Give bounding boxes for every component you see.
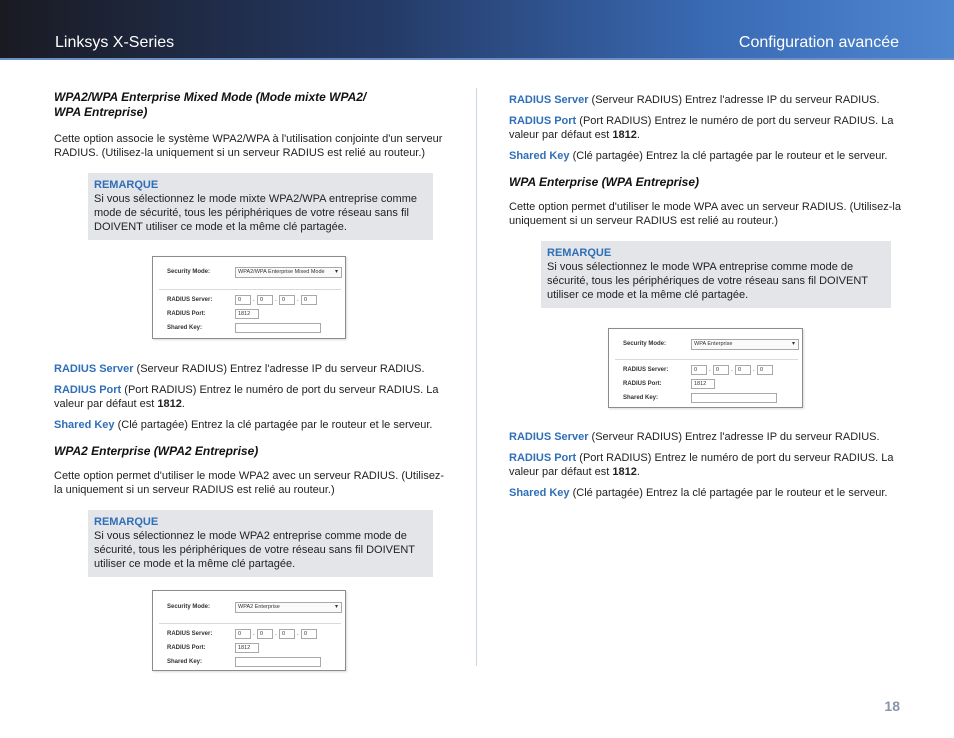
radius-port-input[interactable]: 1812: [235, 309, 259, 319]
wpa2-enterprise-heading: WPA2 Enterprise (WPA2 Entreprise): [54, 444, 259, 458]
radius-port-input[interactable]: 1812: [235, 643, 259, 653]
radius-port-label: RADIUS Port:: [167, 645, 206, 651]
wpa2-enterprise-text: Cette option permet d'utiliser le mode WPA2 avec un serveur RADIUS. (Utilisez-la uniquement si un serveur RADIUS est relié au routeur.): [54, 470, 445, 496]
mixed-mode-heading: WPA2/WPA Enterprise Mixed Mode (Mode mixte WPA2/ WPA Entreprise): [54, 90, 367, 119]
note-wpa2-enterprise: [88, 510, 433, 577]
note-text: Si vous sélectionnez le mode WPA2 entreprise comme mode de sécurité, tous les périphériques de votre réseau sans fil DOIVENT utiliser ce mode et la même clé partagée.: [94, 530, 415, 570]
header-divider: [0, 58, 954, 60]
note-wpa-enterprise: [541, 241, 891, 308]
radius-ip-octet-1[interactable]: 0: [235, 295, 251, 305]
radius-ip-octet-4[interactable]: 0: [301, 629, 317, 639]
page-number: 18: [884, 698, 900, 714]
radius-ip-octet-4[interactable]: 0: [301, 295, 317, 305]
radius-server-label: RADIUS Server:: [167, 631, 213, 637]
shared-key-input[interactable]: [691, 393, 777, 403]
page-header: [0, 0, 954, 58]
note-title: REMARQUE: [94, 516, 159, 528]
security-mode-select[interactable]: WPA2 Enterprise ▾: [235, 602, 342, 613]
security-mode-label: Security Mode:: [623, 341, 667, 347]
radius-ip-octet-1[interactable]: 0: [235, 629, 251, 639]
screenshot-wpa-enterprise: Security Mode: WPA Enterprise ▾ RADIUS Server: 0 . 0 . 0 . 0 RADIUS Port: 1812 Shared Key:: [608, 328, 803, 408]
shared-key-desc: Shared Key (Clé partagée) Entrez la clé partagée par le routeur et le serveur.: [509, 487, 888, 499]
right-column: [509, 93, 901, 308]
security-mode-select[interactable]: WPA2/WPA Enterprise Mixed Mode ▾: [235, 267, 342, 278]
shared-key-label: Shared Key:: [167, 659, 203, 665]
shared-key-input[interactable]: [235, 323, 321, 333]
radius-port-input[interactable]: 1812: [691, 379, 715, 389]
shared-key-input[interactable]: [235, 657, 321, 667]
security-mode-select[interactable]: WPA Enterprise ▾: [691, 339, 799, 350]
radius-port-desc: RADIUS Port (Port RADIUS) Entrez le numéro de port du serveur RADIUS. La valeur par défaut est 1812.: [509, 452, 894, 478]
security-mode-label: Security Mode:: [167, 269, 211, 275]
shared-key-desc: Shared Key (Clé partagée) Entrez la clé partagée par le routeur et le serveur.: [54, 419, 433, 431]
radius-server-label: RADIUS Server:: [167, 297, 213, 303]
radius-ip-octet-3[interactable]: 0: [735, 365, 751, 375]
wpa-enterprise-heading: WPA Enterprise (WPA Entreprise): [509, 175, 700, 189]
separator: [159, 623, 341, 624]
mixed-mode-text: Cette option associe le système WPA2/WPA à l'utilisation conjointe d'un serveur RADIUS. (Utilisez-la uniquement si un serveur RADIUS est relié au routeur.): [54, 133, 443, 159]
radius-ip-octet-3[interactable]: 0: [279, 629, 295, 639]
radius-ip-octet-2[interactable]: 0: [713, 365, 729, 375]
radius-ip-octet-2[interactable]: 0: [257, 629, 273, 639]
right-column-lower: [509, 430, 901, 500]
separator: [615, 359, 798, 360]
shared-key-label: Shared Key:: [623, 395, 659, 401]
chevron-down-icon: ▾: [791, 341, 795, 347]
left-column: [54, 90, 446, 240]
shared-key-desc: Shared Key (Clé partagée) Entrez la clé partagée par le routeur et le serveur.: [509, 150, 888, 162]
header-brand: Linksys X-Series: [55, 34, 175, 51]
radius-server-label: RADIUS Server:: [623, 367, 669, 373]
radius-server-desc: RADIUS Server (Serveur RADIUS) Entrez l'adresse IP du serveur RADIUS.: [509, 94, 880, 106]
radius-port-desc: RADIUS Port (Port RADIUS) Entrez le numéro de port du serveur RADIUS. La valeur par défaut est 1812.: [54, 384, 439, 410]
screenshot-wpa2-enterprise: Security Mode: WPA2 Enterprise ▾ RADIUS Server: 0 . 0 . 0 . 0 RADIUS Port: 1812 Shared Key:: [152, 590, 346, 671]
note-mixed-mode: [88, 173, 433, 240]
radius-ip-octet-3[interactable]: 0: [279, 295, 295, 305]
header-section-title: Configuration avancée: [738, 34, 899, 51]
screenshot-mixed-mode: Security Mode: WPA2/WPA Enterprise Mixed Mode ▾ RADIUS Server: 0 . 0 . 0 . 0 RADIUS Port: 1812 Shared Key:: [152, 256, 346, 339]
radius-ip-octet-1[interactable]: 0: [691, 365, 707, 375]
radius-port-label: RADIUS Port:: [167, 311, 206, 317]
radius-server-desc: RADIUS Server (Serveur RADIUS) Entrez l'adresse IP du serveur RADIUS.: [509, 431, 880, 443]
chevron-down-icon: ▾: [334, 269, 338, 275]
radius-server-desc: RADIUS Server (Serveur RADIUS) Entrez l'adresse IP du serveur RADIUS.: [54, 363, 425, 375]
left-column-lower: [54, 362, 446, 577]
security-mode-label: Security Mode:: [167, 604, 211, 610]
shared-key-label: Shared Key:: [167, 325, 203, 331]
wpa-enterprise-text: Cette option permet d'utiliser le mode WPA avec un serveur RADIUS. (Utilisez-la uniquement si un serveur RADIUS est relié au routeur.): [509, 201, 901, 227]
note-text: Si vous sélectionnez le mode mixte WPA2/WPA entreprise comme mode de sécurité, tous les périphériques de votre réseau sans fil DOIVENT utiliser ce mode et la même clé partagée.: [94, 193, 417, 233]
column-divider: [476, 88, 477, 666]
chevron-down-icon: ▾: [334, 604, 338, 610]
note-title: REMARQUE: [94, 179, 159, 191]
radius-port-label: RADIUS Port:: [623, 381, 662, 387]
note-title: REMARQUE: [547, 247, 612, 259]
radius-port-desc: RADIUS Port (Port RADIUS) Entrez le numéro de port du serveur RADIUS. La valeur par défaut est 1812.: [509, 115, 894, 141]
separator: [159, 289, 341, 290]
note-text: Si vous sélectionnez le mode WPA entreprise comme mode de sécurité, tous les périphériques de votre réseau sans fil DOIVENT utiliser ce mode et la même clé partagée.: [547, 261, 868, 301]
radius-ip-octet-4[interactable]: 0: [757, 365, 773, 375]
radius-ip-octet-2[interactable]: 0: [257, 295, 273, 305]
